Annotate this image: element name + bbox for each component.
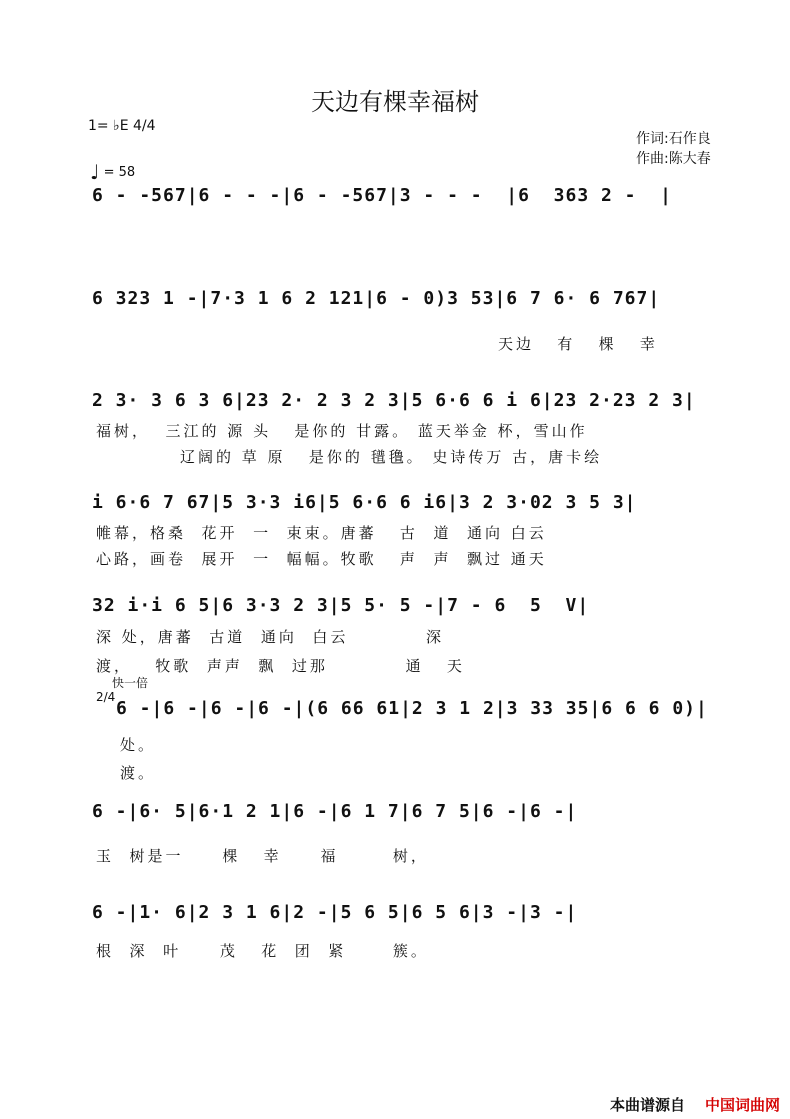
tempo-value: = 58: [103, 165, 136, 180]
tempo-change-mark: 快一倍: [112, 676, 149, 690]
lyric-line-6: 深 处，唐蕃 古道 通向 白云 深: [96, 628, 445, 646]
staff-line-2: 6 323 1 -|7·3 1 6 2 121|6 - 0)3 53|6 7 6· 6 767|: [92, 288, 661, 309]
lyric-line-2: 福树， 三江的 源 头 是你的 甘露。 蓝天举金 杯，雪山作: [96, 422, 588, 440]
footer-site-link[interactable]: 中国词曲网: [704, 1096, 780, 1114]
staff-line-4: i 6·6 7 67|5 3·3 i6|5 6·6 6 i6|3 2 3·02 3 5 3|: [92, 492, 637, 513]
staff-line-8: 6 -|1· 6|2 3 1 6|2 -|5 6 5|6 5 6|3 -|3 -|: [92, 902, 578, 923]
staff-line-5: 32 i·i 6 5|6 3·3 2 3|5 5· 5 -|7 - 6 5 V|: [92, 595, 590, 616]
staff-line-1: 6 - -567|6 - - -|6 - -567|3 - - - |6 363 2 - |: [92, 185, 673, 206]
staff-line-3: 2 3· 3 6 3 6|23 2· 2 3 2 3|5 6·6 6 i 6|23 2·23 2 3|: [92, 390, 696, 411]
lyric-line-10: 玉 树是一 棵 幸 福 树，: [96, 847, 429, 865]
lyric-line-4: 帷幕，格桑 花开 一 束束。唐蕃 古 道 通向 白云: [96, 524, 547, 542]
quarter-note-icon: ♩: [90, 160, 100, 184]
lyricist: 作词:石作良: [636, 131, 711, 147]
footer: [610, 1094, 780, 1115]
lyric-line-8: 处。: [120, 736, 157, 754]
staff-line-6: 6 -|6 -|6 -|6 -|(6 66 61|2 3 1 2|3 33 35|6 6 6 0)|: [116, 698, 708, 719]
lyric-line-3: 辽阔的 草 原 是你的 氆氇。 史诗传万 古，唐卡绘: [180, 448, 603, 466]
composer: 作曲:陈大春: [636, 151, 711, 167]
lyric-line-5: 心路，画卷 展开 一 幅幅。牧歌 声 声 飘过 通天: [96, 550, 547, 568]
lyric-line-9: 渡。: [120, 764, 157, 782]
footer-source: 本曲谱源自: [609, 1096, 685, 1114]
lyric-line-11: 根 深 叶 茂 花 团 紧 簇。: [96, 942, 429, 960]
key-signature: 1= ♭E 4/4: [88, 118, 156, 134]
lyric-line-1: 天边 有 棵 幸: [498, 335, 658, 353]
lyric-line-7: 渡， 牧歌 声声 飘 过那 通 天: [96, 657, 465, 675]
song-title: 天边有棵幸福树: [311, 88, 479, 116]
time-change-mark: 2/4: [96, 690, 116, 704]
staff-line-7: 6 -|6· 5|6·1 2 1|6 -|6 1 7|6 7 5|6 -|6 -|: [92, 801, 578, 822]
